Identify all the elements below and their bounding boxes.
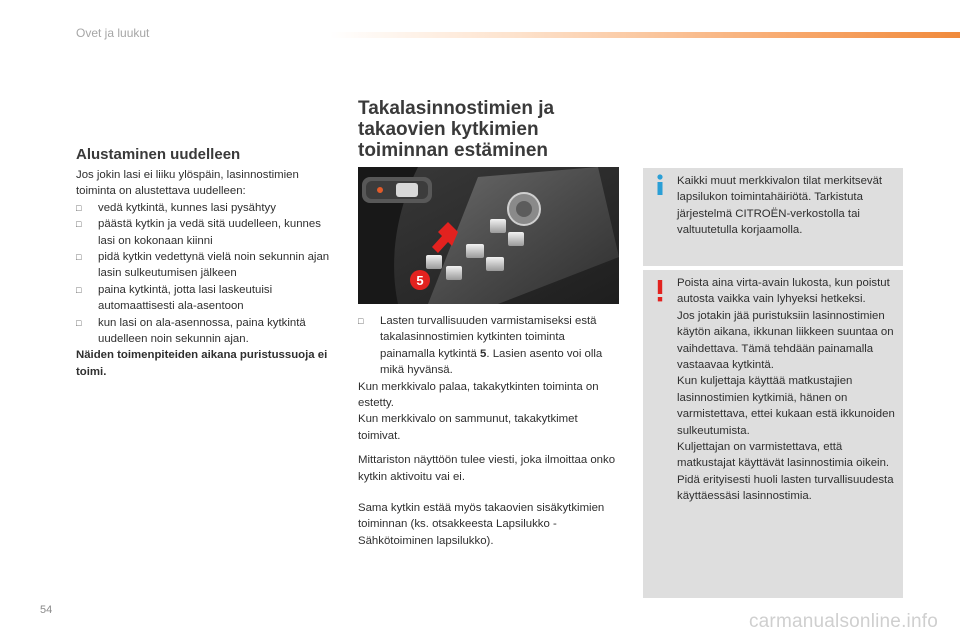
watermark: carmanualsonline.info bbox=[748, 611, 938, 632]
warning-box bbox=[643, 270, 903, 598]
exclamation-icon bbox=[653, 280, 667, 302]
warning-line-5: Pidä erityisesti huoli lasten turvallisuudesta käyttäessäsi lasinnostimia. bbox=[677, 473, 894, 503]
switch-number: 5 bbox=[480, 347, 487, 360]
left-intro: Jos jokin lasi ei liiku ylöspäin, lasinnostimien toiminta on alustettava uudelleen: bbox=[76, 169, 299, 198]
main-p4: Sama kytkin estää myös takaovien sisäkytkimien toiminnan (ks. otsakkeesta Lapsilukko - Sähkötoiminen lapsilukko). bbox=[358, 502, 605, 547]
warning-text bbox=[677, 275, 899, 505]
main-bullet: □ Lasten turvallisuuden varmistamiseksi estä takalasinnostimien kytkinten toiminta painamalla kytkintä 5. Lasien asento voi olla mikä hyvänsä. bbox=[358, 313, 618, 379]
warning-line-3: Kun kuljettaja käyttää matkustajien lasinnostimien kytkimiä, hänen on varmistettava, ettei kukaan estä ikkunoiden sulkeutumista. bbox=[677, 375, 895, 437]
main-p2: Kun merkkivalo on sammunut, takakytkimet toimivat. bbox=[358, 413, 578, 442]
left-bullet-4: □ paina kytkintä, jotta lasi laskeutuisi automaattisesti ala-asentoon bbox=[76, 282, 331, 315]
info-text: Kaikki muut merkkivalon tilat merkitsevät lapsilukon toimintahäiriötä. Tarkistuta järjestelmä CITROËN-verkostolla tai valtuutetulla korjaamolla. bbox=[677, 175, 883, 237]
left-note: Näiden toimenpiteiden aikana puristussuoja ei toimi. bbox=[76, 349, 328, 378]
warning-line-1: Poista aina virta-avain lukosta, kun poistut autosta vaikka vain lyhyeksi hetkeksi. bbox=[677, 277, 890, 306]
main-p3: Mittariston näyttöön tulee viesti, joka ilmoittaa onko kytkin aktivoitu vai ei. bbox=[358, 454, 616, 483]
main-p1: Kun merkkivalo palaa, takakytkinten toiminta on estetty. bbox=[358, 380, 599, 410]
left-bullet-5: □ kun lasi on ala-asennossa, paina kytkintä uudelleen noin sekunnin ajan. bbox=[76, 315, 331, 348]
info-box bbox=[643, 168, 903, 266]
left-bullet-3: □ pidä kytkin vedettynä vielä noin sekunnin ajan lasin sulkeutumisen jälkeen bbox=[76, 249, 331, 282]
main-column bbox=[358, 313, 618, 549]
warning-line-2: Jos jotakin jää puristuksiin lasinnostimien käytön aikana, ikkunan liikkeen suuntaa on vaihdettava. Tämä tehdään painamalla vastaavaa kytkintä. bbox=[677, 309, 894, 372]
header-accent-bar bbox=[330, 32, 960, 38]
main-heading: Takalasinnostimien ja takaovien kytkimien toiminnan estäminen bbox=[358, 98, 555, 161]
left-heading: Alustaminen uudelleen bbox=[76, 146, 241, 163]
left-column bbox=[76, 167, 331, 380]
info-icon bbox=[653, 174, 667, 196]
section-title: Ovet ja luukut bbox=[76, 26, 150, 40]
switch-panel-illustration bbox=[358, 167, 619, 304]
left-bullet-1: □ vedä kytkintä, kunnes lasi pysähtyy bbox=[76, 200, 331, 216]
warning-line-4: Kuljettajan on varmistettava, että matkustajat käyttävät lasinnostimia oikein. bbox=[677, 441, 890, 470]
callout-label-5: 5 bbox=[416, 273, 424, 288]
switch-panel-photo bbox=[358, 167, 619, 304]
left-bullet-2: □ päästä kytkin ja vedä sitä uudelleen, kunnes lasi on kokonaan kiinni bbox=[76, 216, 331, 249]
page-number: 54 bbox=[40, 604, 53, 616]
